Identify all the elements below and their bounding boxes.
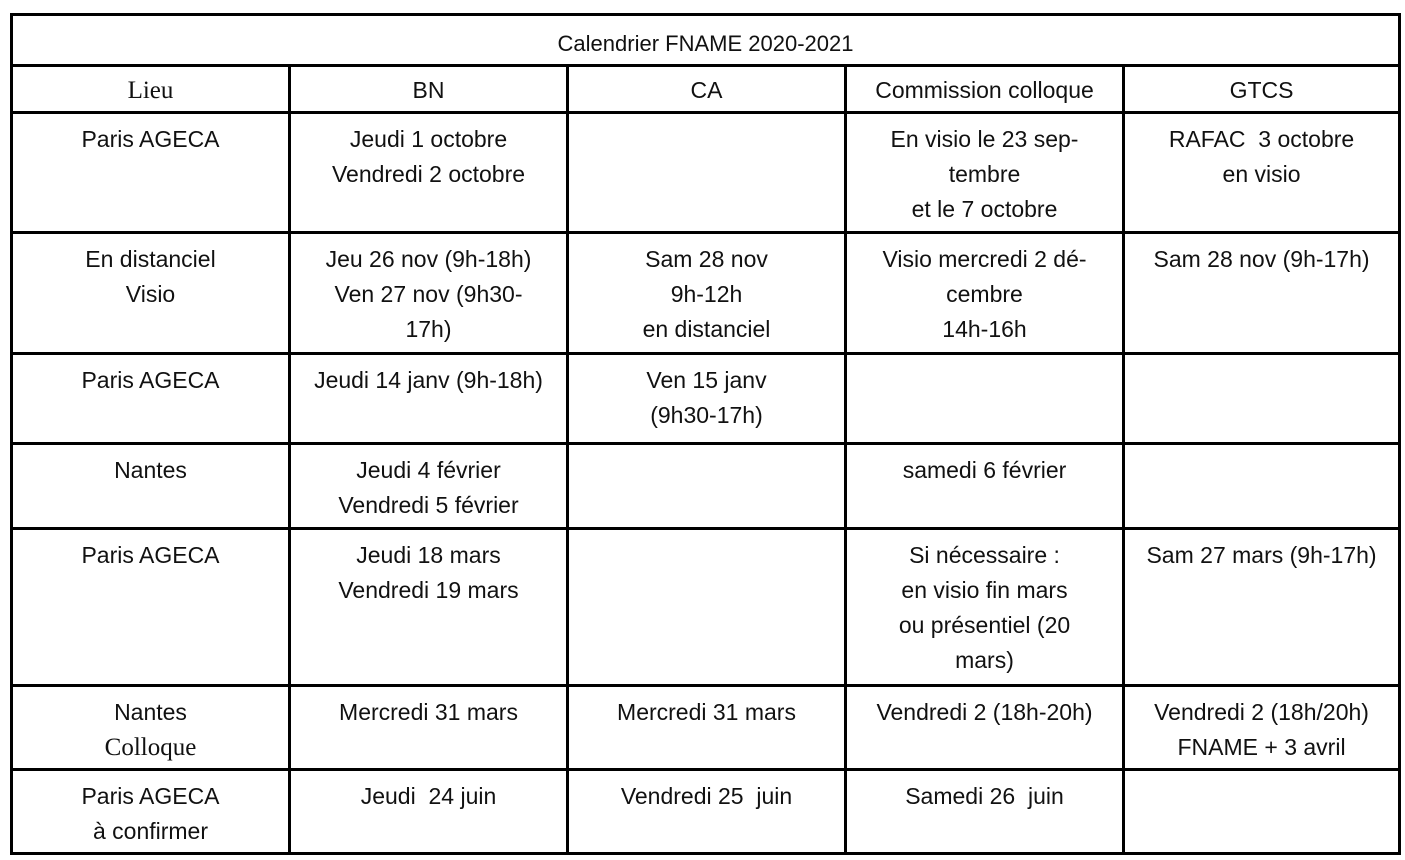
cell-text: (9h30-17h) [650,402,763,428]
cell-text: et le 7 octobre [911,196,1058,222]
cell-text: Visio [125,281,176,307]
cell-text: tembre [948,161,1021,187]
cell-text: Paris AGECA [81,542,220,568]
cell-text: à confirmer [92,818,209,844]
table-title: Calendrier FNAME 2020-2021 [12,15,1400,66]
table-row [12,233,1400,354]
cell-text: Jeudi 4 février [356,457,501,483]
cell-text: Jeudi 14 janv (9h-18h) [314,367,543,393]
header-gtcs: GTCS [1124,66,1400,113]
cell-text: Colloque [104,734,197,761]
cell-text: samedi 6 février [902,457,1067,483]
cell-gtcs [1124,686,1400,770]
cell-commission-colloque [846,354,1124,444]
cell-bn [290,529,568,686]
cell-text: RAFAC 3 octobre [1168,126,1355,152]
cell-text: Jeudi 24 juin [360,783,497,809]
cell-text: Jeudi 1 octobre [349,126,508,152]
cell-text: Paris AGECA [81,783,220,809]
header-ca: CA [568,66,846,113]
cell-gtcs [1124,233,1400,354]
cell-text: Paris AGECA [81,126,220,152]
cell-text: cembre [946,281,1023,307]
cell-text: En distanciel [85,246,216,272]
cell-text: Mercredi 31 mars [617,699,796,725]
cell-gtcs [1124,529,1400,686]
cell-text: Visio mercredi 2 dé- [882,246,1087,272]
cell-text: Sam 28 nov [645,246,768,272]
cell-ca [568,444,846,529]
cell-gtcs [1124,444,1400,529]
cell-commission-colloque [846,770,1124,854]
cell-text: Mercredi 31 mars [339,699,518,725]
cell-bn [290,354,568,444]
table-row [12,529,1400,686]
header-bn: BN [290,66,568,113]
cell-text: Ven 15 janv [646,367,767,393]
cell-lieu [12,770,290,854]
cell-text: 9h-12h [670,281,743,307]
cell-text: Nantes [114,457,187,483]
cell-ca [568,529,846,686]
cell-ca [568,113,846,233]
cell-lieu [12,529,290,686]
cell-text: Jeudi 18 mars [356,542,501,568]
cell-text: Vendredi 25 juin [620,783,793,809]
cell-text: Nantes [114,699,187,725]
cell-commission-colloque [846,233,1124,354]
cell-gtcs [1124,770,1400,854]
cell-bn [290,233,568,354]
cell-commission-colloque [846,113,1124,233]
cell-lieu [12,233,290,354]
cell-bn [290,444,568,529]
cell-text: en visio fin mars [901,577,1068,603]
cell-bn [290,686,568,770]
cell-commission-colloque [846,529,1124,686]
cell-bn [290,113,568,233]
cell-ca [568,354,846,444]
calendar-table [10,13,1401,855]
cell-text: en visio [1222,161,1301,187]
header-lieu: Lieu [12,66,290,113]
cell-text: en distanciel [642,316,771,342]
cell-text: Ven 27 nov (9h30- [334,281,523,307]
cell-commission-colloque [846,686,1124,770]
cell-text: Samedi 26 juin [905,783,1064,809]
cell-ca [568,233,846,354]
cell-lieu [12,444,290,529]
cell-gtcs [1124,354,1400,444]
table-row [12,686,1400,770]
cell-text: Vendredi 19 mars [338,577,519,603]
cell-text: 14h-16h [942,316,1027,342]
cell-text: Vendredi 2 (18h-20h) [876,699,1093,725]
table-row [12,444,1400,529]
cell-commission-colloque [846,444,1124,529]
header-row [12,66,1400,113]
cell-text: ou présentiel (20 [898,612,1071,638]
cell-text: Paris AGECA [81,367,220,393]
cell-ca [568,686,846,770]
cell-text: Vendredi 2 (18h/20h) [1154,699,1369,725]
cell-ca [568,770,846,854]
table-row [12,354,1400,444]
cell-lieu [12,354,290,444]
cell-text: Vendredi 5 février [338,492,519,518]
cell-bn [290,770,568,854]
cell-gtcs [1124,113,1400,233]
cell-text: Jeu 26 nov (9h-18h) [325,246,532,272]
cell-text: En visio le 23 sep- [890,126,1079,152]
cell-text: FNAME + 3 avril [1177,734,1346,760]
cell-text: Si nécessaire : [909,542,1060,568]
table-row [12,770,1400,854]
cell-text: Sam 27 mars (9h-17h) [1146,542,1377,568]
cell-text: Vendredi 2 octobre [331,161,526,187]
header-commission-colloque: Commission colloque [846,66,1124,113]
cell-lieu [12,686,290,770]
table-row [12,113,1400,233]
cell-lieu [12,113,290,233]
title-row [12,15,1400,66]
cell-text: mars) [955,647,1014,673]
cell-text: Sam 28 nov (9h-17h) [1153,246,1370,272]
cell-text: 17h) [405,316,452,342]
